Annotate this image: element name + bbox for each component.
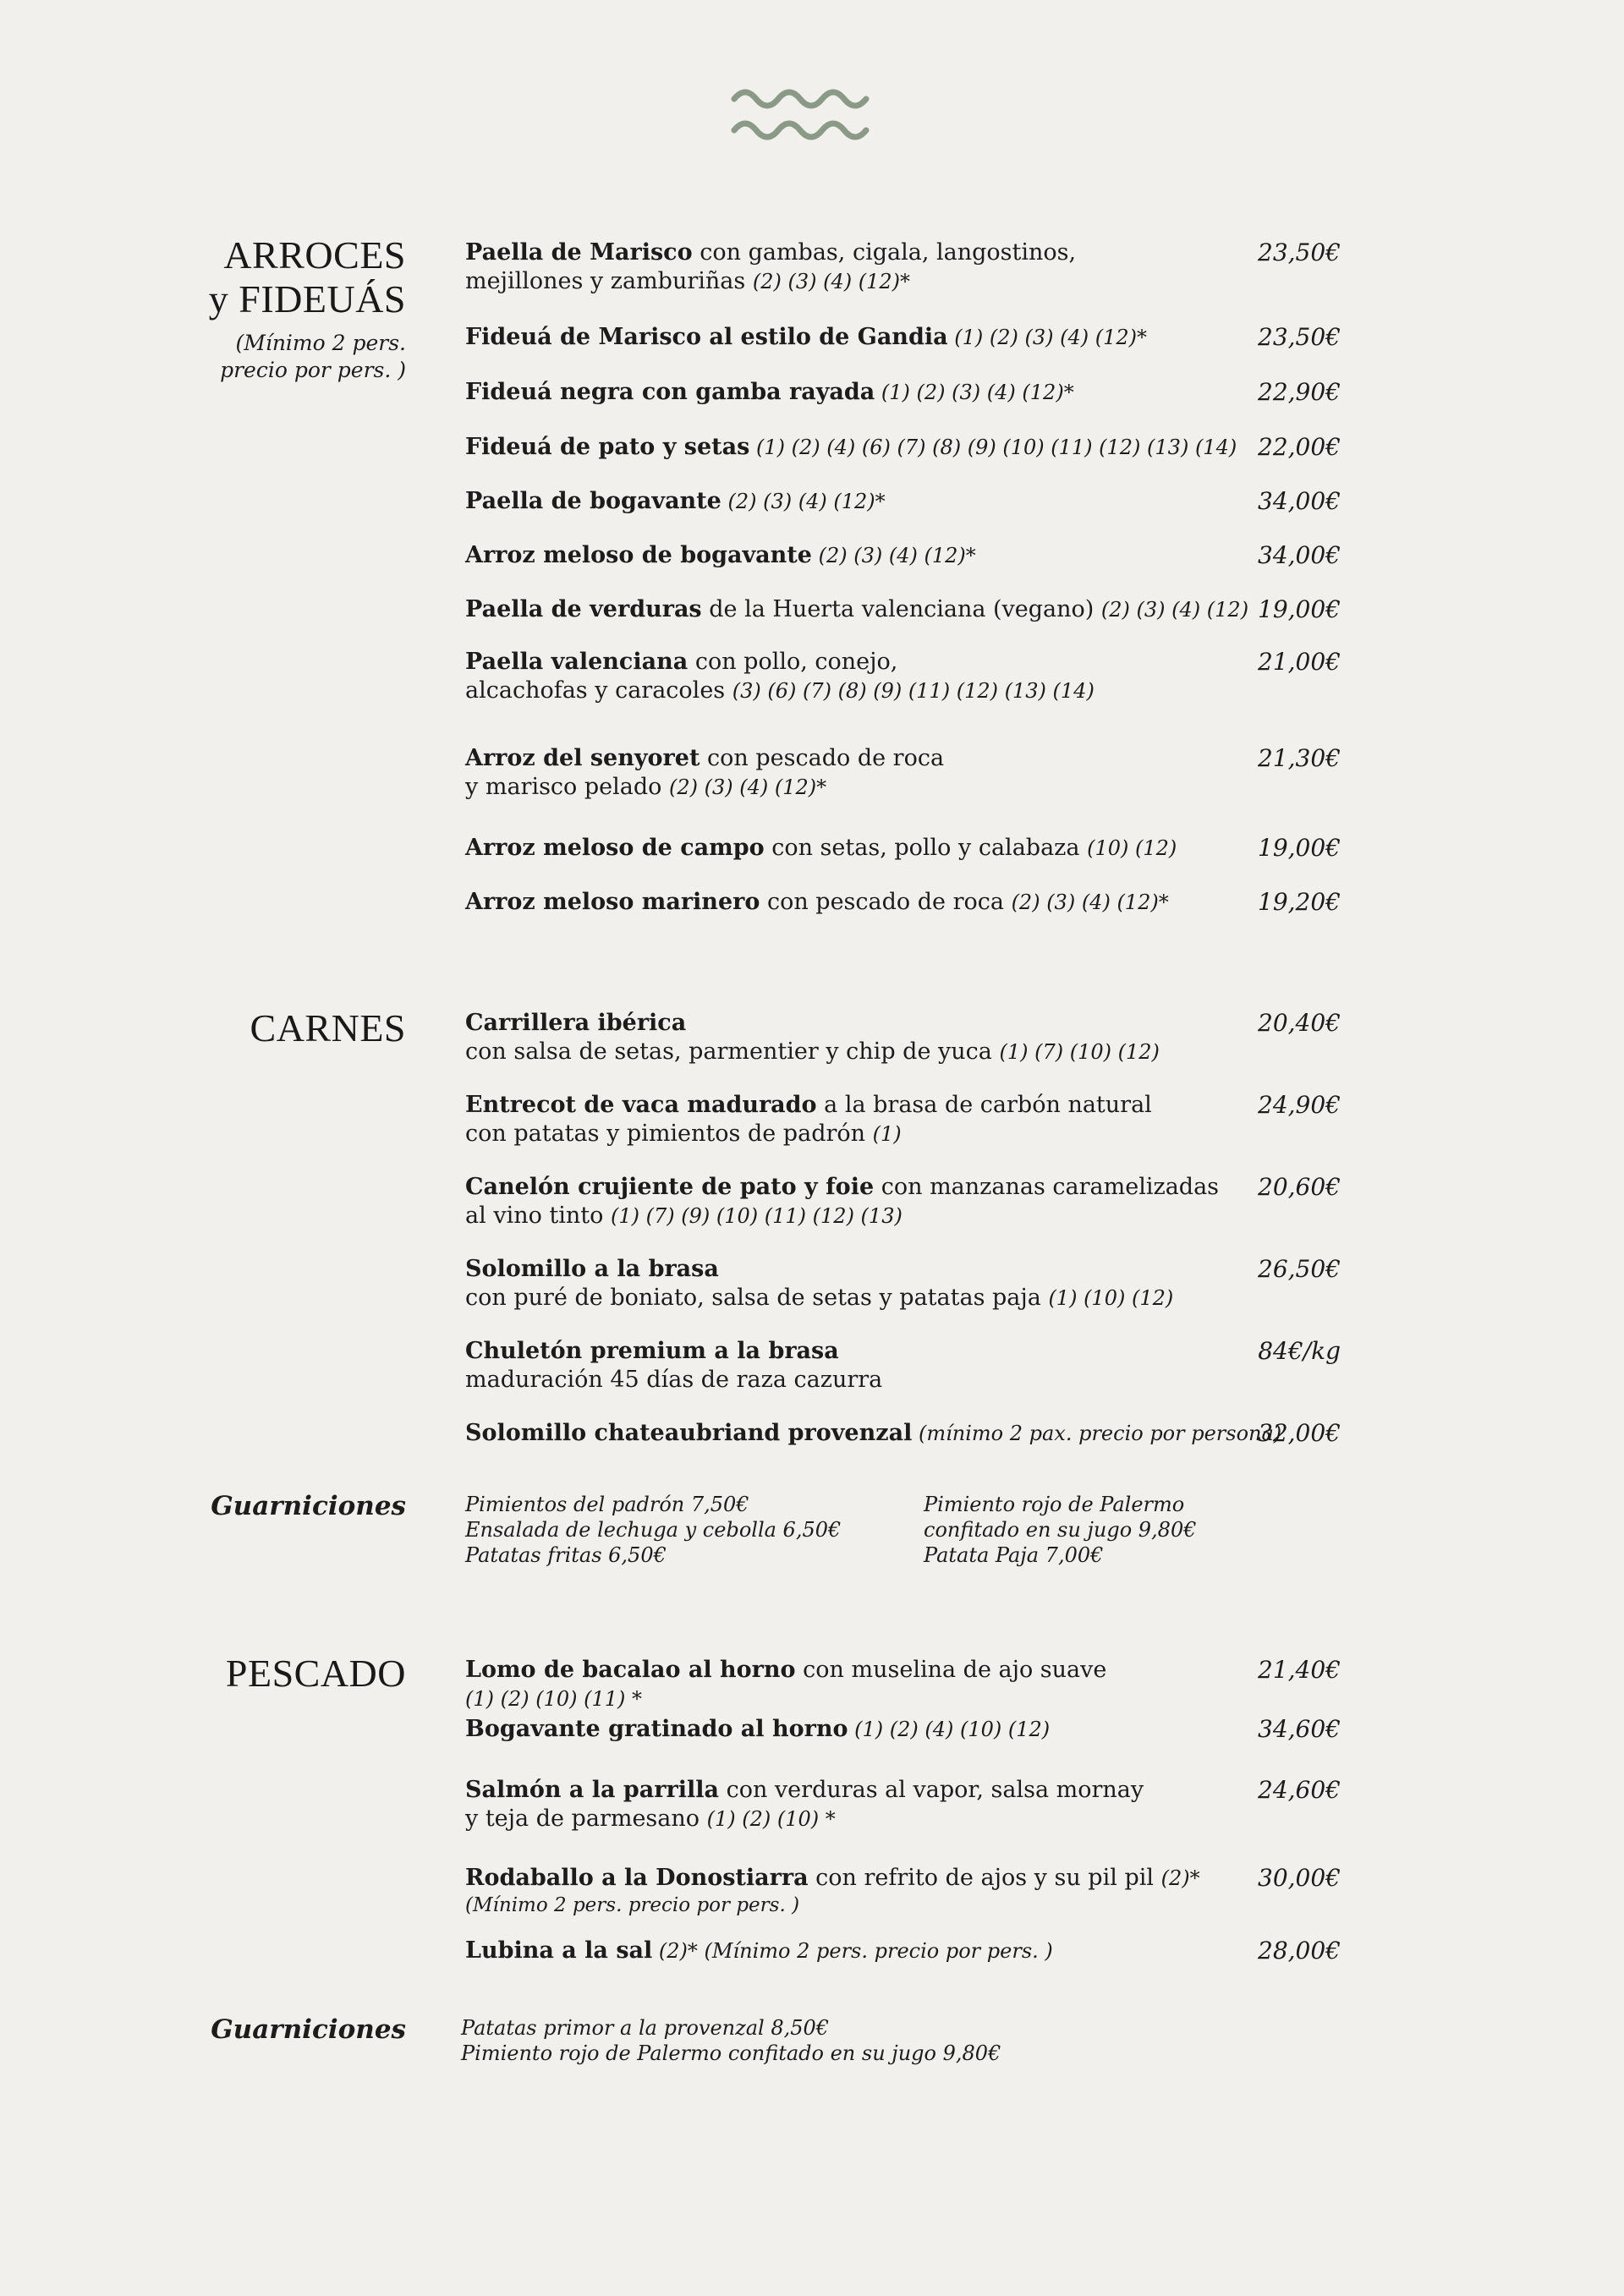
section-note-arroces [220,330,406,384]
item-desc-line2: con puré de boniato, salsa de setas y patatas paja [465,1285,1049,1311]
item-line [465,1337,1345,1366]
garnish-list-left [465,1492,841,1568]
menu-item [465,1009,1345,1066]
item-line [465,1091,1345,1120]
item-price: 23,50€ [1258,238,1341,266]
item-line [465,595,1345,624]
item-name: Canelón crujiente de pato y foie [465,1174,875,1200]
section-title-line: y FIDEUÁS [208,277,406,321]
item-allergens: (2)* [1160,1866,1200,1890]
item-desc-line2: y marisco pelado [465,774,670,800]
item-price: 32,00€ [1258,1419,1341,1447]
menu-item [465,1656,1345,1713]
item-allergens: (2) (3) (4) (12)* [669,775,827,799]
note-line: precio por pers. ) [220,358,406,382]
item-name: Fideuá negra con gamba rayada [465,379,875,405]
item-desc-line2: al vino tinto [465,1203,611,1229]
item-note: (Mínimo 2 pers. precio por pers. ) [465,1894,800,1916]
item-name: Solomillo a la brasa [465,1256,719,1282]
item-allergens: (2) (3) (4) (12)* [1011,890,1169,914]
item-price: 21,40€ [1258,1656,1341,1684]
item-line [465,1173,1345,1202]
menu-item [465,541,1345,570]
item-allergens: (2)* (Mínimo 2 pers. precio por pers. ) [652,1939,1053,1963]
item-price: 34,00€ [1258,541,1341,569]
menu-item [465,238,1345,296]
item-desc-line2: con salsa de setas, parmentier y chip de yuca [465,1038,1000,1065]
section-title-line: ARROCES [223,233,406,277]
garnish-item: Patatas fritas 6,50€ [465,1543,667,1567]
menu-item [465,1173,1345,1230]
menu-item [465,888,1345,917]
item-name: Chuletón premium a la brasa [465,1338,839,1364]
menu-item [465,1091,1345,1148]
menu-item [465,595,1345,624]
item-line [465,1656,1345,1685]
item-name: Paella de bogavante [465,488,721,514]
menu-item [465,1864,1345,1918]
item-price: 20,60€ [1258,1173,1341,1201]
item-line [465,433,1345,462]
menu-item [465,1419,1345,1448]
item-line [465,1864,1345,1893]
item-name: Arroz meloso de bogavante [465,542,812,568]
item-line [465,1255,1345,1284]
item-price: 30,00€ [1258,1864,1341,1892]
item-price: 19,00€ [1258,834,1341,862]
item-desc: con muselina de ajo suave [795,1657,1107,1683]
garnish-title-carnes: Guarniciones [211,1491,406,1521]
item-allergens: (2) (3) (4) (12)* [721,490,886,513]
garnish-item: Patata Paja 7,00€ [924,1543,1104,1567]
garnish-item: Pimientos del padrón 7,50€ [465,1493,749,1516]
item-name: Paella de Marisco [465,239,693,266]
item-price: 24,60€ [1258,1776,1341,1804]
item-desc: de la Huerta valenciana (vegano) [701,596,1101,622]
item-price: 28,00€ [1258,1937,1341,1964]
item-name: Paella de verduras [465,596,702,622]
item-name: Entrecot de vaca madurado [465,1092,817,1118]
item-desc-line2: mejillones y zamburiñas [465,268,753,294]
double-wave-icon [729,78,873,154]
item-desc: con setas, pollo y calabaza [764,835,1088,861]
garnish-item: Patatas primor a la provenzal 8,50€ [461,2016,830,2040]
item-price: 19,00€ [1258,595,1341,623]
menu-item [465,1776,1345,1833]
item-allergens: (1) (7) (10) (12) [999,1040,1160,1064]
item-price: 84€/kg [1258,1337,1341,1365]
item-line [465,541,1345,570]
item-desc: con manzanas caramelizadas [874,1174,1220,1200]
item-price: 21,00€ [1258,648,1341,676]
item-allergens: (10) (12) [1087,836,1177,860]
item-name: Arroz meloso marinero [465,889,760,915]
item-allergens: (1) (10) (12) [1048,1286,1174,1310]
item-desc: con pescado de roca [700,745,945,771]
item-line [465,773,1345,802]
item-line [465,648,1345,677]
garnish-title-pescado: Guarniciones [211,2014,406,2045]
item-name: Solomillo chateaubriand provenzal [465,1420,913,1446]
note-line: (Mínimo 2 pers. [235,331,406,355]
garnish-item: Pimiento rojo de Palermo confitado en su jugo 9,80€ [461,2041,1001,2065]
item-line [465,323,1345,352]
item-allergens: (1) (2) (10) * [706,1807,836,1831]
item-desc-line2: con patatas y pimientos de padrón [465,1121,873,1147]
item-desc: con pescado de roca [760,889,1012,915]
item-name: Fideuá de Marisco al estilo de Gandia [465,324,948,350]
item-allergens: (3) (6) (7) (8) (9) (11) (12) (13) (14) [732,679,1095,703]
item-allergens: (2) (3) (4) (12)* [752,270,910,293]
garnish-list-pescado [461,2015,1001,2066]
item-name: Arroz meloso de campo [465,835,765,861]
item-name: Lubina a la sal [465,1937,653,1964]
item-price: 23,50€ [1258,323,1341,351]
item-line [465,834,1345,863]
section-title-carnes: CARNES [250,1006,406,1049]
item-allergens: (1) (7) (9) (10) (11) (12) (13) [611,1204,903,1228]
item-price: 24,90€ [1258,1091,1341,1119]
item-name: Lomo de bacalao al horno [465,1657,796,1683]
item-name: Paella valenciana [465,649,689,675]
item-allergens: (1) (2) (4) (6) (7) (8) (9) (10) (11) (12) (13) (14) [749,436,1237,459]
item-allergens: (1) (2) (3) (4) (12)* [875,381,1074,404]
item-price: 22,00€ [1258,433,1341,461]
menu-item [465,487,1345,516]
item-desc-line2: y teja de parmesano [465,1806,707,1832]
item-line [465,1805,1345,1833]
item-line [465,744,1345,773]
item-price: 34,60€ [1258,1715,1341,1743]
section-title-pescado: PESCADO [225,1652,406,1695]
item-desc: a la brasa de carbón natural [816,1092,1152,1118]
item-allergens: (1) [872,1122,902,1146]
menu-item [465,744,1345,802]
menu-item [465,323,1345,352]
garnish-list-right [924,1492,1197,1568]
item-line [465,487,1345,516]
item-allergens: (1) (2) (4) (10) (12) [848,1718,1051,1741]
menu-item [465,433,1345,462]
item-line [465,1715,1345,1744]
item-line [465,1038,1345,1066]
menu-item [465,1715,1345,1744]
item-line [465,1685,1345,1713]
item-line [465,1776,1345,1805]
item-desc-line2: alcachofas y caracoles [465,677,732,704]
item-price: 34,00€ [1258,487,1341,515]
item-line [465,677,1345,705]
section-title-arroces [209,233,406,321]
item-allergens: (2) (3) (4) (12) [1100,598,1249,622]
item-desc: con pollo, conejo, [688,649,898,675]
menu-item [465,1255,1345,1312]
item-price: 21,30€ [1258,744,1341,772]
item-allergens: (1) (2) (3) (4) (12)* [947,326,1147,349]
item-name: Carrillera ibérica [465,1010,687,1036]
item-allergens: (1) (2) (10) (11) * [465,1687,643,1711]
menu-item [465,648,1345,705]
item-line [465,1120,1345,1148]
item-line [465,888,1345,917]
garnish-item: Ensalada de lechuga y cebolla 6,50€ [465,1518,842,1542]
item-price: 20,40€ [1258,1009,1341,1037]
item-desc: con verduras al vapor, salsa mornay [719,1777,1144,1803]
garnish-item: confitado en su jugo 9,80€ [924,1518,1197,1542]
item-price: 19,20€ [1258,888,1341,916]
item-desc: con gambas, cigala, langostinos, [692,239,1077,266]
menu-item [465,1937,1345,1965]
item-name: Fideuá de pato y setas [465,434,750,460]
item-line [465,1937,1345,1965]
item-name: Rodaballo a la Donostiarra [465,1865,809,1891]
item-line [465,1009,1345,1038]
item-name: Bogavante gratinado al horno [465,1716,848,1742]
item-line [465,1419,1345,1448]
item-allergens: (mínimo 2 pax. precio por persona) [912,1422,1282,1445]
item-line [465,238,1345,267]
item-name: Salmón a la parrilla [465,1777,719,1803]
item-line [465,1284,1345,1312]
item-line [465,1366,1345,1395]
item-desc: con refrito de ajos y su pil pil [808,1865,1161,1891]
item-allergens: (2) (3) (4) (12)* [811,544,976,567]
item-line [465,378,1345,407]
item-price: 22,90€ [1258,378,1341,406]
menu-item [465,1337,1345,1395]
item-line [465,1202,1345,1230]
item-line [465,267,1345,296]
menu-item [465,378,1345,407]
item-name: Arroz del senyoret [465,745,700,771]
garnish-item: Pimiento rojo de Palermo [924,1493,1185,1516]
item-price: 26,50€ [1258,1255,1341,1283]
item-desc-line2: maduración 45 días de raza cazurra [465,1367,883,1393]
menu-item [465,834,1345,863]
